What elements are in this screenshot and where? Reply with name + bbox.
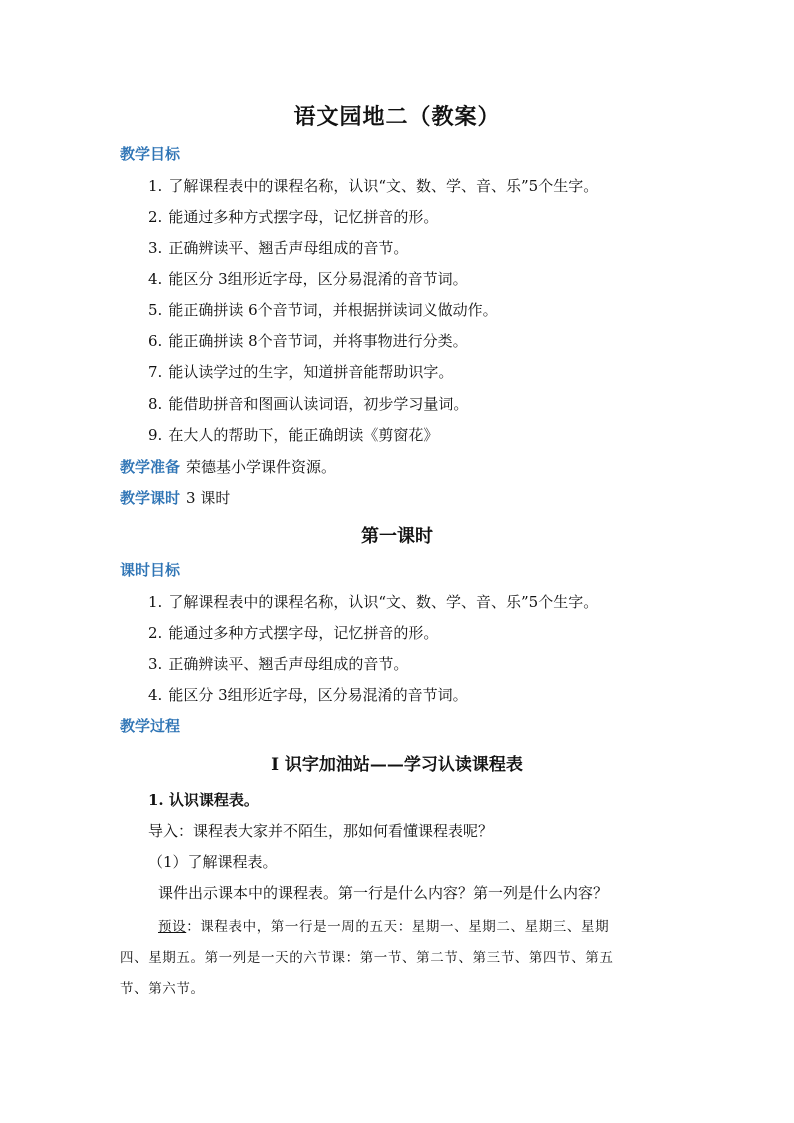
objective-text: 正确辨读平、翘舌声母组成的音节。 xyxy=(168,239,409,257)
objective-item-5 xyxy=(148,299,498,320)
objective-item-6 xyxy=(148,330,468,351)
process-label: 教学过程 xyxy=(120,717,181,735)
step-heading: 1. 认识课程表。 xyxy=(148,791,259,809)
lesson-heading: 第一课时 xyxy=(361,526,433,547)
preset-text: ：课程表中，第一行是一周的五天：星期一、星期二、星期三、星期 xyxy=(186,919,610,935)
objective-text: 能借助拼音和图画认读词语，初步学习量词。 xyxy=(168,395,469,413)
objectives-label: 教学目标 xyxy=(120,145,181,163)
objective-text: 正确辨读平、翘舌声母组成的音节。 xyxy=(168,655,409,673)
lesson-objective-item-4 xyxy=(148,684,468,705)
document-title: 语文园地二（教案） xyxy=(293,104,501,130)
objective-item-8 xyxy=(148,393,468,414)
intro-paragraph: 导入：课程表大家并不陌生，那如何看懂课程表呢？ xyxy=(148,822,494,840)
preparation-label: 教学准备 xyxy=(120,458,181,476)
preparation-row xyxy=(120,456,336,477)
objective-text: 能正确拼读 6个音节词，并根据拼读词义做动作。 xyxy=(168,301,498,319)
objective-text: 能通过多种方式摆字母，记忆拼音的形。 xyxy=(168,624,439,642)
objective-item-7 xyxy=(148,361,453,382)
sub-step-heading: （1）了解课程表。 xyxy=(148,853,278,871)
objective-number: 6. xyxy=(148,332,163,350)
preset-line-2: 四、星期五。第一列是一天的六节课：第一节、第二节、第三节、第四节、第五 xyxy=(120,950,614,966)
objective-text: 了解课程表中的课程名称，认识“文、数、学、音、乐”5个生字。 xyxy=(168,177,599,195)
preset-line-1 xyxy=(158,915,609,935)
objective-text: 能正确拼读 8个音节词，并将事物进行分类。 xyxy=(168,332,468,350)
preparation-value: 荣德基小学课件资源。 xyxy=(186,458,337,476)
objective-number: 3. xyxy=(148,239,163,257)
objective-number: 7. xyxy=(148,363,163,381)
objective-number: 9. xyxy=(148,426,163,444)
objective-number: 1. xyxy=(148,177,163,195)
objective-number: 2. xyxy=(148,208,163,226)
lesson-objective-item-1 xyxy=(148,591,598,612)
objective-text: 在大人的帮助下，能正确朗读《剪窗花》 xyxy=(168,426,439,444)
objective-number: 4. xyxy=(148,686,163,704)
courseware-paragraph: 课件出示课本中的课程表。第一行是什么内容？第一列是什么内容？ xyxy=(158,884,609,902)
objective-number: 1. xyxy=(148,593,163,611)
lesson-objective-item-2 xyxy=(148,622,438,643)
lesson-objectives-label: 课时目标 xyxy=(120,561,181,579)
objective-text: 能区分 3组形近字母，区分易混淆的音节词。 xyxy=(168,270,468,288)
objective-item-4 xyxy=(148,268,468,289)
objective-text: 能认读学过的生字，知道拼音能帮助识字。 xyxy=(168,363,454,381)
objective-item-1 xyxy=(148,175,598,196)
objective-number: 2. xyxy=(148,624,163,642)
objective-text: 了解课程表中的课程名称，认识“文、数、学、音、乐”5个生字。 xyxy=(168,593,599,611)
objective-item-3 xyxy=(148,237,408,258)
objective-text: 能区分 3组形近字母，区分易混淆的音节词。 xyxy=(168,686,468,704)
objective-number: 3. xyxy=(148,655,163,673)
lesson-objective-item-3 xyxy=(148,653,408,674)
hours-row xyxy=(120,487,230,508)
objective-item-2 xyxy=(148,206,438,227)
preset-label: 预设 xyxy=(158,919,187,935)
objective-item-9 xyxy=(148,424,438,445)
section-heading: Ⅰ 识字加油站——学习认读课程表 xyxy=(271,755,523,775)
hours-value: 3 课时 xyxy=(186,489,231,507)
preset-line-3: 节、第六节。 xyxy=(120,981,205,997)
objective-number: 5. xyxy=(148,301,163,319)
objective-number: 8. xyxy=(148,395,163,413)
hours-label: 教学课时 xyxy=(120,489,181,507)
objective-text: 能通过多种方式摆字母，记忆拼音的形。 xyxy=(168,208,439,226)
objective-number: 4. xyxy=(148,270,163,288)
